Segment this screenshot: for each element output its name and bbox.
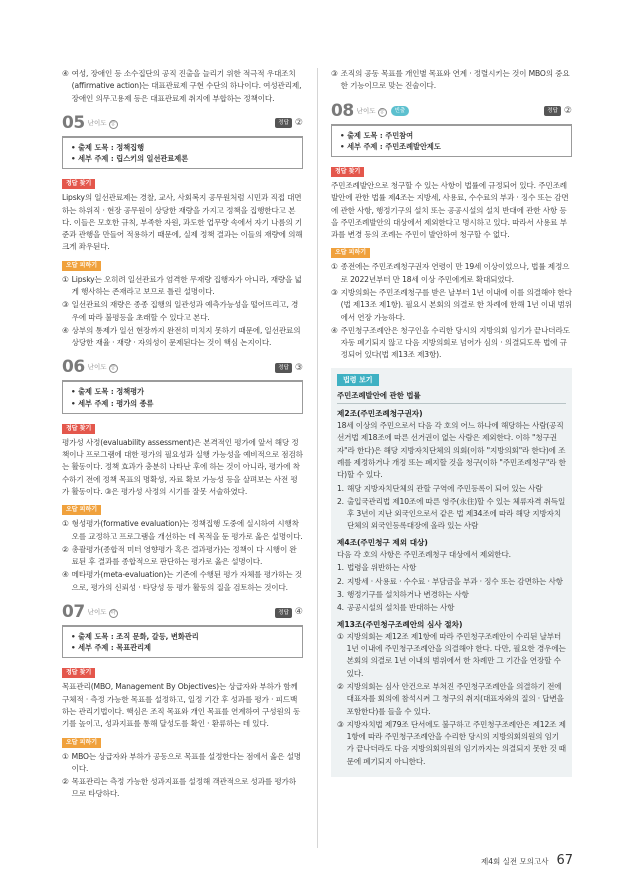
- explanation-text: 목표관리(MBO, Management By Objectives)는 상급자와 부하가 함께 구체적 · 측정 가능한 목표를 설정하고, 일정 기간 후 성과를 평가 · 피드백하는 관리기법이다. 핵심은 조직 목표와 개인 목표를 연계하여 구성원의 동기를 높이고, 성과지표를 통해 달성도를 확인 · 환류하는 데 있다.: [62, 682, 301, 729]
- topic-subject: • 출제 도목 : 주민참여: [340, 130, 414, 140]
- difficulty-badge: 중: [110, 120, 116, 127]
- answer-box: [275, 361, 303, 376]
- correct-answer-tag: 정답 찾기: [62, 668, 95, 678]
- answer-box: [544, 104, 572, 119]
- article-item: 4. 공공시설의 설치를 반대하는 사항: [337, 603, 455, 613]
- difficulty: 난이도 중: [356, 106, 385, 115]
- question-07-header: [62, 604, 303, 621]
- topic-box: [62, 380, 303, 413]
- answer-label: 정답: [275, 608, 292, 618]
- list-item: ④ 상부의 통제가 일선 현장까지 완전히 미치지 못하기 때문에, 일선관료의 상당한 재율 · 재량 · 자의성이 문제된다는 것이 핵심 논지이다.: [62, 325, 301, 348]
- difficulty: 난이도 하: [87, 608, 116, 617]
- article-item: 1. 해당 지방자치단체의 관할 구역에 주민등록이 되어 있는 사람: [337, 483, 543, 493]
- question-05-header: [62, 112, 303, 133]
- correct-answer-tag: 정답 찾기: [331, 167, 364, 177]
- question-06-header: [62, 359, 303, 376]
- article-title: 제2조(주민조례청구권자): [337, 408, 423, 418]
- topic-box: [62, 625, 303, 658]
- answer-value: ③: [294, 362, 303, 373]
- answer-label: 정답: [275, 118, 292, 128]
- list-item: ① Lipsky는 오히려 일선관료가 엄격한 무재량 집행자가 아니라, 재량을 넓게 행사하는 존재라고 보므로 틀린 설명이다.: [62, 274, 302, 296]
- list-item: ② 목표관리는 측정 가능한 성과지표를 설정해 객관적으로 성과를 평가하므로 타당하다.: [62, 777, 296, 799]
- wrong-answer-tag: 오답 피하기: [62, 261, 101, 271]
- answer-box: [275, 116, 303, 131]
- difficulty-badge: 중: [110, 365, 116, 372]
- question-number: 05: [62, 112, 85, 133]
- list-item: ① 종전에는 주민조례청구권자 연령이 만 19세 이상이었으나, 법률 제정으로 2022년부터 만 18세 이상 주민에게로 확대되었다.: [331, 262, 570, 284]
- topic-subject: • 출제 도목 : 정책집행: [71, 142, 145, 152]
- column-divider: [317, 68, 318, 848]
- explanation-text: Lipsky의 일선관료제는 경찰, 교사, 사회복지 공무원처럼 시민과 직접 대면하는 하위직 · 현장 공무원이 상당한 재량을 가지고 정책을 집행한다고 본다. 이들은 모호한 규칙, 부족한 자원, 과도한 업무량 속에서 자기 나름의 기준과 관행을 만들어 적용하기 때문에, 실제 정책 결과는 이들의 재량에 의해 크게 좌우된다.: [62, 193, 303, 252]
- difficulty-badge: 중: [379, 108, 385, 115]
- answer-value: ④: [294, 607, 303, 618]
- article-text: 다음 각 호의 사항은 주민조례청구 대상에서 제외한다.: [337, 550, 511, 560]
- topic-detail: • 세부 주제 : 주민조례발안제도: [340, 141, 441, 151]
- correct-answer-tag: 정답 찾기: [62, 424, 95, 434]
- answer-label: 정답: [275, 363, 292, 373]
- topic-detail: • 세부 주제 : 립스키의 일선관료제론: [71, 154, 189, 164]
- question-08-header: [331, 100, 572, 121]
- explanation-text: 주민조례발안으로 청구할 수 있는 사항이 법률에 규정되어 있다. 주민조례발안에 관한 법률 제4조는 지방세, 사용료, 수수료의 부과 · 징수 또는 감면에 관한 사항, 행정기구의 설치 또는 공공시설의 설치 반대에 관한 사항 등을 주민조례발안의 대상에서 제외한다고 명시하고 있다. 따라서 사용료 부과를 변경 등의 조례는 주민이 발안하여 청구할 수 없다.: [331, 180, 569, 240]
- article-item: ① 지방의회는 제12조 제1항에 따라 주민청구조례안이 수리된 날부터 1년 이내에 주민청구조례안을 의결해야 한다. 다만, 필요한 경우에는 본회의 의결로 1년 이내의 범위에서 한 차례만 그 기간을 연장할 수 있다.: [337, 631, 566, 678]
- article-item: 2. 지방세 · 사용료 · 수수료 · 부담금을 부과 · 징수 또는 감면하는 사항: [337, 576, 563, 586]
- page-number: 67: [556, 853, 573, 868]
- frequent-badge: 빈출: [391, 106, 410, 116]
- wrong-answer-tag: 오답 피하기: [62, 738, 101, 748]
- article-item: ② 지방의회는 심사 안건으로 부쳐진 주민청구조례안을 의결하기 전에 대표자를 회의에 참석시켜 그 청구의 취지(대표자와의 질의 · 답변을 포함한다)를 들을 수 있다.: [337, 681, 564, 716]
- question-number: 06: [62, 357, 85, 378]
- list-item: ② 총괄평가(종합적 미터 영향평가 혹은 결과평가)는 정책이 다 시행이 완료된 후 결과를 종합적으로 판단하는 평가로 옳은 설명이다.: [62, 544, 297, 567]
- intro-item: ③ 조직의 공동 목표를 개인별 목표와 연계 · 정렬시키는 것이 MBO의 중요한 기능이므로 맞는 진술이다.: [331, 69, 570, 91]
- footer-title: 제4회 실전 모의고사: [480, 857, 549, 866]
- article-title: 제4조(주민청구 제외 대상): [337, 537, 428, 547]
- list-item: ③ 일선관료의 재량은 종종 집행의 일관성과 예측가능성을 떨어뜨리고, 경우에 따라 불평등을 초래할 수 있다고 본다.: [62, 300, 299, 322]
- law-reference-box: [331, 368, 572, 777]
- difficulty: 난이도 중: [87, 118, 116, 127]
- article-title: 제13조(주민청구조례안의 심사 절차): [337, 619, 463, 629]
- wrong-answer-tag: 오답 피하기: [62, 505, 101, 515]
- difficulty: 난이도 중: [87, 363, 116, 372]
- article-item: 3. 행정기구를 설치하거나 변경하는 사항: [337, 589, 469, 599]
- answer-label: 정답: [544, 106, 561, 116]
- answer-box: [275, 605, 303, 620]
- topic-subject: • 출제 도목 : 정책평가: [71, 387, 145, 397]
- question-number: 07: [62, 602, 85, 623]
- article-text: 18세 이상의 주민으로서 다음 각 호의 어느 하나에 해당하는 사람(공직선거법 제18조에 따른 선거권이 없는 사람은 제외한다. 이하 "청구권자"라 한다)은 해당 지방자치단체의 의회(이하 "지방의회"라 한다)에 조례를 제정하거나 개정 또는 폐지할 것을 청구(이하 "주민조례청구"라 한다)할 수 있다.: [337, 421, 566, 480]
- list-item: ③ 지방의회는 주민조례청구를 받은 날부터 1년 이내에 이를 의결해야 한다(법 제13조 제1항). 필요시 본회의 의결로 한 차례에 한해 1년 이내 범위에서 연장 가능하다.: [331, 287, 572, 322]
- list-item: ④ 주민청구조례안은 청구인을 수리한 당시의 지방의회 임기가 끝나더라도 자동 폐기되지 않고 다음 지방의회로 넘어가 심의 · 의결되도록 법에 규정되어 있다(법 제13조 제3항).: [331, 325, 570, 360]
- topic-box: [62, 136, 303, 169]
- article-item: 1. 법령을 위반하는 사항: [337, 563, 417, 573]
- topic-detail: • 세부 주제 : 목표관리제: [71, 643, 151, 653]
- article-item: 2. 출입국관리법 제10조에 따른 영주(永住)할 수 있는 체류자격 취득일 후 3년이 지난 외국인으로서 같은 법 제34조에 따라 해당 지방자치단체의 외국인등록대장에 올라 있는 사람: [337, 496, 566, 531]
- topic-detail: • 세부 주제 : 평가의 종류: [71, 398, 154, 408]
- difficulty-badge: 하: [110, 610, 116, 617]
- right-column: [331, 68, 572, 777]
- correct-answer-tag: 정답 찾기: [62, 179, 95, 189]
- topic-subject: • 출제 도목 : 조직 문화, 갈등, 변화관리: [71, 632, 199, 642]
- list-item: ① 형성평가(formative evaluation)는 정책집행 도중에 실시하여 시행착오를 교정하고 프로그램을 개선하는 데 목적을 둔 평가로 옳은 설명이다.: [62, 519, 303, 541]
- list-item: ④ 메타평가(meta-evaluation)는 기존에 수행된 평가 자체를 평가하는 것으로, 평가의 신뢰성 · 타당성 등 평가 활동의 질을 검토하는 것이다.: [62, 570, 302, 592]
- page-footer: [481, 850, 573, 871]
- wrong-answer-tag: 오답 피하기: [331, 248, 370, 258]
- answer-value: ②: [294, 118, 303, 129]
- article-item: ③ 지방자치법 제79조 단서에도 불구하고 주민청구조례안은 제12조 제1항에 따라 주민청구조례안을 수리한 당시의 지방의회의원의 임기가 끝나더라도 다음 지방의회의원의 임기까지는 의결되지 못한 것 때문에 폐기되지 아니한다.: [337, 719, 566, 766]
- intro-item: ④ 여성, 장애인 등 소수집단의 공직 진출을 늘리기 위한 적극적 우대조치(affirmative action)는 대표관료제 구현 수단의 하나이다. 여성관리제, 장애인 의무고용제 등은 대표관료제 취지에 부합하는 정책이다.: [62, 69, 302, 103]
- left-column: [62, 68, 303, 802]
- explanation-text: 평가성 사정(evaluability assessment)은 본격적인 평가에 앞서 해당 정책이나 프로그램에 대한 평가의 필요성과 실행 가능성을 예비적으로 점검하는 활동이다. 정책 효과가 충분히 나타난 후에 하는 것이 아니라, 평가에 착수하기 전에 정책 목표의 명확성, 자료 확보 가능성 등을 살펴보는 사전 평가 활동이다. ③은 평가성 사정의 시기를 잘못 서술하였다.: [62, 437, 303, 496]
- question-number: 08: [331, 100, 354, 121]
- law-reference-heading: 법령 보기: [337, 374, 379, 386]
- list-item: ① MBO는 상급자와 부하가 공동으로 목표를 설정한다는 점에서 옳은 설명이다.: [62, 751, 301, 773]
- topic-box: [331, 124, 572, 157]
- answer-value: ②: [563, 105, 572, 116]
- law-title: 주민조례발안에 관한 법률: [337, 390, 566, 404]
